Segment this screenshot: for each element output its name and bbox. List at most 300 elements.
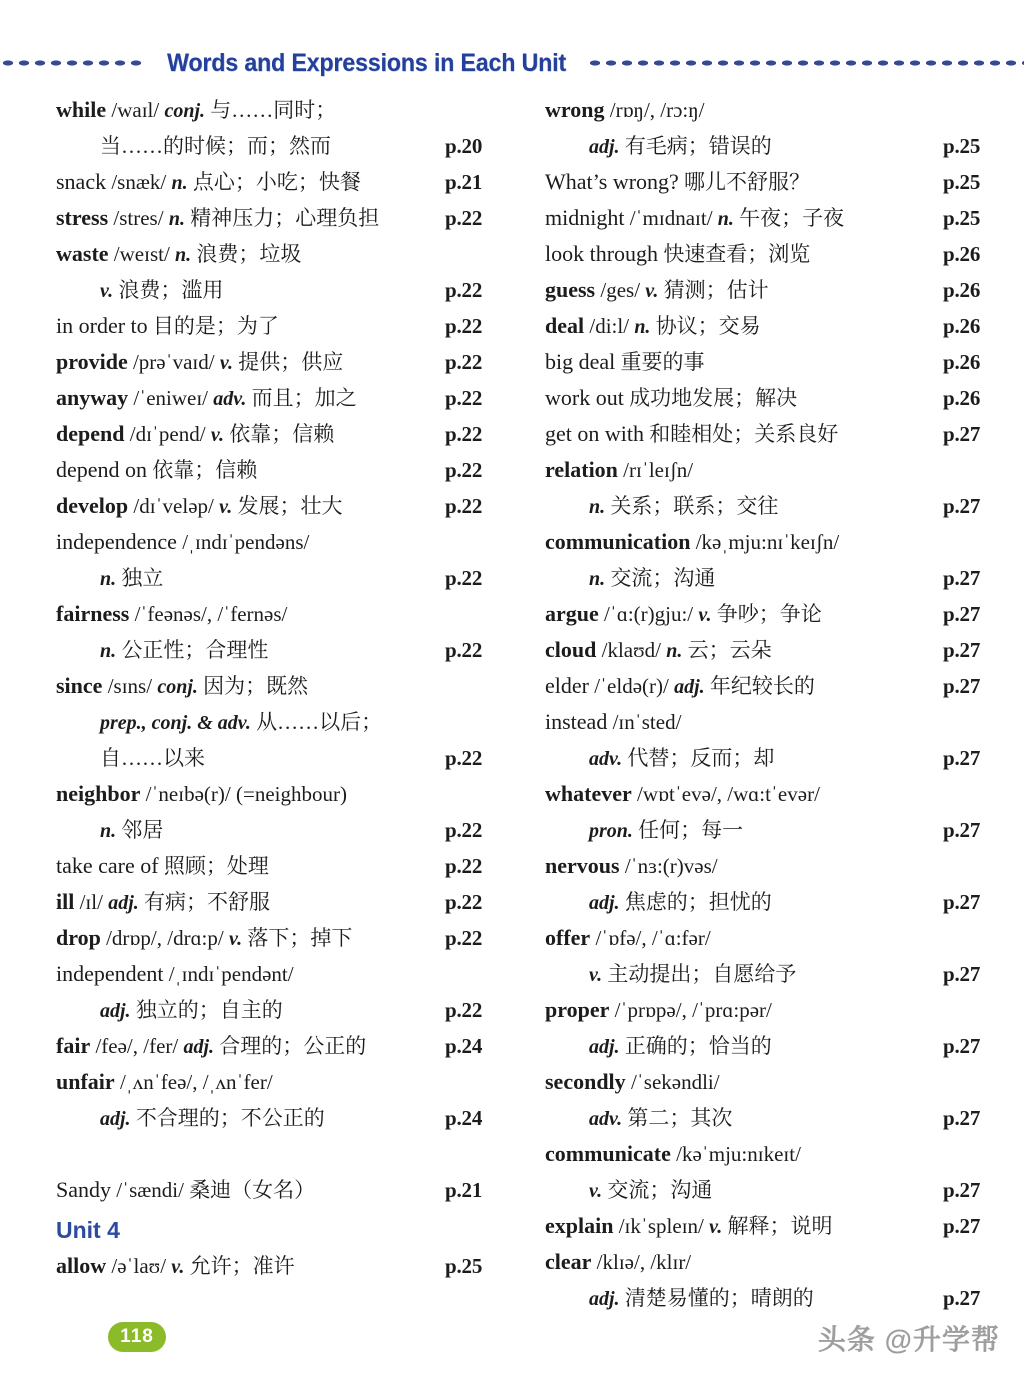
vocabulary-entry [56, 668, 535, 776]
vocabulary-entry-line [56, 920, 535, 956]
headword: nervous [545, 853, 620, 878]
phonetic: /rɪˈleɪʃn/ [617, 458, 694, 482]
headword: provide [56, 349, 128, 374]
page-reference: p.27 [943, 638, 981, 662]
definition-cn: 公正性；合理性 [116, 638, 269, 662]
vocabulary-entry-line [545, 1244, 1024, 1280]
page-reference: p.21 [445, 170, 483, 194]
vocabulary-entry [56, 308, 535, 344]
headword: offer [545, 925, 591, 950]
vocabulary-entry-line [56, 128, 535, 164]
vocabulary-entry [545, 344, 1024, 380]
definition-cn: 落下；掉下 [242, 926, 353, 950]
phonetic: /klaʊd/ [596, 638, 667, 662]
phonetic: /snæk/ [106, 170, 172, 194]
phonetic: /wɒtˈevə/, /wɑ:tˈevər/ [631, 782, 820, 806]
part-of-speech: n. [589, 496, 606, 518]
vocabulary-entry [545, 668, 1024, 704]
vocabulary-entry [545, 416, 1024, 452]
vocabulary-entry [56, 344, 535, 380]
headword: cloud [545, 637, 597, 662]
page-reference: p.22 [445, 998, 483, 1022]
vocabulary-entry-line [545, 380, 1024, 416]
phonetic: /ˈeniweɪ/ [128, 386, 214, 410]
page-reference: p.22 [445, 350, 483, 374]
vocabulary-entry-line [56, 992, 535, 1028]
phonetic: /ɪnˈsted/ [607, 710, 682, 734]
phonetic: /ˌɪndɪˈpendəns/ [176, 530, 310, 554]
vocabulary-entry-line [56, 236, 535, 272]
definition-cn: 精神压力；心理负担 [184, 206, 380, 230]
phonetic: /ɪkˈspleɪn/ [613, 1214, 710, 1238]
page-reference: p.24 [445, 1034, 483, 1058]
vocabulary-entry [56, 236, 535, 308]
phonetic: /klɪə/, /klɪr/ [591, 1250, 692, 1274]
part-of-speech: adj. [589, 1036, 620, 1058]
page-reference: p.27 [943, 1214, 981, 1238]
headword: look through [545, 241, 659, 266]
headword: anyway [56, 385, 129, 410]
page-reference: p.26 [943, 386, 981, 410]
vocabulary-entry [56, 884, 535, 920]
headword: proper [545, 997, 610, 1022]
vocabulary-entry-line [545, 1136, 1024, 1172]
vocabulary-entry [545, 1064, 1024, 1136]
vocabulary-entry [545, 1244, 1024, 1316]
page-reference: p.22 [445, 278, 483, 302]
headword: elder [545, 673, 589, 698]
definition-cn: 从……以后； [250, 710, 383, 734]
vocabulary-entry [56, 920, 535, 956]
phonetic: /ˈɑ:(r)gju:/ [598, 602, 699, 626]
page-reference: p.22 [445, 818, 483, 842]
headword: unfair [56, 1069, 115, 1094]
vocabulary-entry-line [56, 704, 535, 740]
vocabulary-entry-line [545, 920, 1024, 956]
part-of-speech: adj. [589, 892, 620, 914]
page-reference: p.26 [943, 314, 981, 338]
headword: Sandy [56, 1177, 111, 1202]
vocabulary-entry [545, 632, 1024, 668]
vocabulary-entry [56, 452, 535, 488]
header-dots-right [587, 59, 1024, 67]
definition-cn: 独立 [116, 566, 164, 590]
page-reference: p.27 [943, 674, 981, 698]
vocabulary-entry-line [545, 560, 1024, 596]
page-reference: p.27 [943, 494, 981, 518]
phonetic: /ges/ [595, 278, 646, 302]
headword: wrong [545, 97, 605, 122]
vocabulary-entry [56, 1248, 535, 1284]
part-of-speech: conj. [164, 100, 206, 122]
vocabulary-entry-line [545, 884, 1024, 920]
page-reference: p.27 [943, 890, 981, 914]
vocabulary-entry-line [56, 632, 535, 668]
part-of-speech: adv. [589, 1108, 623, 1130]
headword: neighbor [56, 781, 141, 806]
definition-cn: 浪费；垃圾 [191, 242, 302, 266]
vocabulary-entry [56, 380, 535, 416]
part-of-speech: v. [709, 1216, 723, 1238]
part-of-speech: adj. [183, 1036, 215, 1058]
phonetic: /ˈnɜ:(r)vəs/ [619, 854, 718, 878]
definition-cn: 解释；说明 [722, 1214, 833, 1238]
page-reference: p.22 [445, 422, 483, 446]
part-of-speech: adj. [100, 1108, 131, 1130]
page-reference: p.22 [445, 206, 483, 230]
vocabulary-entry-line [545, 1280, 1024, 1316]
phonetic: /ɪl/ [74, 890, 109, 914]
headword: depend on [56, 457, 148, 482]
headword: work out [545, 385, 624, 410]
definition-cn: 第二；其次 [622, 1106, 733, 1130]
headword: clear [545, 1249, 592, 1274]
definition-cn: 关系；联系；交往 [605, 494, 779, 518]
definition-cn: 重要的事 [615, 350, 705, 374]
vocabulary-entry-line [545, 488, 1024, 524]
definition-cn: 清楚易懂的；晴朗的 [619, 1286, 814, 1310]
phonetic: /ˌʌnˈfeə/, /ˌʌnˈfer/ [114, 1070, 273, 1094]
page-reference: p.27 [943, 1178, 981, 1202]
part-of-speech: v. [219, 352, 233, 374]
headword: midnight [545, 205, 625, 230]
part-of-speech: n. [171, 172, 188, 194]
phonetic: /ˈsændi/ [111, 1178, 190, 1202]
vocabulary-entry [56, 416, 535, 452]
vocabulary-entry [56, 488, 535, 524]
vocabulary-entry-line [56, 488, 535, 524]
definition-cn: 独立的；自主的 [130, 998, 283, 1022]
phonetic: /dɪˈveləp/ [128, 494, 220, 518]
vocabulary-entry-line [545, 164, 1024, 200]
part-of-speech: n. [100, 640, 117, 662]
headword: ill [56, 889, 75, 914]
vocabulary-entry-line [545, 848, 1024, 884]
definition-cn: 提供；供应 [233, 350, 344, 374]
part-of-speech: v. [100, 280, 114, 302]
vocabulary-entry [56, 92, 535, 164]
phonetic: /ˈneɪbə(r)/ [140, 782, 236, 806]
vocabulary-entry [56, 596, 535, 668]
definition-cn: 焦虑的；担忧的 [619, 890, 772, 914]
definition-cn: 有毛病；错误的 [619, 134, 772, 158]
vocabulary-entry-line [56, 164, 535, 200]
page-reference: p.22 [445, 926, 483, 950]
page-reference: p.22 [445, 314, 483, 338]
phonetic: /ˈeldə(r)/ [588, 674, 675, 698]
vocabulary-entry-line [56, 740, 535, 776]
definition-cn: 当……的时候；而；然而 [100, 134, 331, 158]
phonetic: /di:l/ [584, 314, 635, 338]
entry-spacer [56, 1136, 535, 1172]
definition-cn: 和睦相处；关系良好 [644, 422, 839, 446]
part-of-speech: n. [175, 244, 192, 266]
headword: fairness [56, 601, 130, 626]
vocabulary-entry-line [56, 92, 535, 128]
vocabulary-entry-line [56, 416, 535, 452]
part-of-speech: v. [698, 604, 712, 626]
headword: take care of [56, 853, 159, 878]
definition-cn: 因为；既然 [197, 674, 309, 698]
vocabulary-entry [545, 236, 1024, 272]
definition-cn: 允许；准许 [184, 1254, 295, 1278]
part-of-speech: adj. [100, 1000, 131, 1022]
definition-cn: 点心；小吃；快餐 [187, 170, 361, 194]
vocabulary-entry-line [545, 1028, 1024, 1064]
vocabulary-entry [56, 1028, 535, 1064]
part-of-speech: v. [589, 964, 603, 986]
definition-cn: 交流；沟通 [602, 1178, 713, 1202]
definition-cn: 发展；壮大 [232, 494, 343, 518]
headword: guess [545, 277, 596, 302]
definition-cn: 目的是；为了 [147, 314, 279, 338]
vocabulary-entry [545, 524, 1024, 596]
part-of-speech: v. [645, 280, 659, 302]
phonetic: /dɪˈpend/ [124, 422, 211, 446]
definition-cn: 交流；沟通 [605, 566, 716, 590]
definition-cn: 而且；加之 [246, 386, 357, 410]
part-of-speech: prep., conj. & adv. [100, 712, 251, 734]
headword: develop [56, 493, 129, 518]
vocabulary-entry-line [545, 668, 1024, 704]
phonetic: /rɒŋ/, /rɔ:ŋ/ [604, 98, 705, 122]
headword: communication [545, 529, 691, 554]
phonetic: /stres/ [108, 206, 169, 230]
headword: depend [56, 421, 125, 446]
vocabulary-entry [56, 1064, 535, 1136]
vocabulary-entry-line [56, 848, 535, 884]
headword: communicate [545, 1141, 671, 1166]
vocabulary-entry-line [56, 452, 535, 488]
vocabulary-entry-line [56, 1100, 535, 1136]
watermark: 头条 @升学帮 [817, 1324, 1000, 1355]
headword: secondly [545, 1069, 626, 1094]
vocabulary-entry [545, 1208, 1024, 1244]
page-title: Words and Expressions in Each Unit [167, 48, 566, 77]
phonetic: /əˈlaʊ/ [106, 1254, 172, 1278]
definition-cn: 代替；反而；却 [622, 746, 775, 770]
headword: in order to [56, 313, 148, 338]
page-reference: p.22 [445, 458, 483, 482]
vocabulary-entry [56, 956, 535, 1028]
definition-cn: 哪儿不舒服？ [678, 170, 811, 194]
vocabulary-columns [0, 92, 1024, 1316]
headword: relation [545, 457, 618, 482]
part-of-speech: adv. [589, 748, 623, 770]
vocabulary-column-right [535, 92, 1024, 1316]
vocabulary-entry [545, 200, 1024, 236]
part-of-speech: pron. [589, 820, 633, 842]
vocabulary-entry [545, 308, 1024, 344]
vocabulary-entry [56, 776, 535, 848]
phonetic: /kəˌmju:nɪˈkeɪʃn/ [690, 530, 840, 554]
definition-cn: 年纪较长的 [704, 674, 815, 698]
phonetic: /ˈprɒpə/, /ˈprɑ:pər/ [609, 998, 772, 1022]
headword: drop [56, 925, 101, 950]
part-of-speech: v. [219, 496, 233, 518]
definition-cn: 与……同时； [205, 98, 337, 122]
headword: allow [56, 1253, 107, 1278]
page-reference: p.27 [943, 602, 981, 626]
definition-cn: 依靠；信赖 [223, 422, 335, 446]
headword: snack [56, 169, 107, 194]
page-reference: p.27 [943, 1106, 981, 1130]
page-reference: p.26 [943, 350, 981, 374]
phonetic: /ˌɪndɪˈpendənt/ [163, 962, 294, 986]
page-reference: p.27 [943, 818, 981, 842]
page-reference: p.24 [445, 1106, 483, 1130]
vocabulary-entry-line [545, 1064, 1024, 1100]
vocabulary-entry [56, 524, 535, 596]
phonetic: /waɪl/ [106, 98, 165, 122]
phonetic: /ˈsekəndli/ [625, 1070, 720, 1094]
vocabulary-entry-line [545, 128, 1024, 164]
vocabulary-entry-line [56, 560, 535, 596]
vocabulary-entry-line [545, 632, 1024, 668]
headword: instead [545, 709, 608, 734]
page-reference: p.27 [943, 962, 981, 986]
headword: argue [545, 601, 599, 626]
page-reference: p.22 [445, 890, 483, 914]
vocabulary-entry-line [56, 272, 535, 308]
phonetic: /ˈmɪdnaɪt/ [624, 206, 718, 230]
part-of-speech: n. [100, 568, 117, 590]
page-reference: p.20 [445, 134, 483, 158]
vocabulary-entry-line [56, 380, 535, 416]
part-of-speech: v. [171, 1256, 185, 1278]
vocabulary-entry-line [56, 1028, 535, 1064]
headword: stress [56, 205, 109, 230]
part-of-speech: v. [589, 1180, 603, 1202]
vocabulary-column-left [0, 92, 535, 1316]
part-of-speech: adj. [674, 676, 705, 698]
vocabulary-entry-line [545, 1100, 1024, 1136]
definition-cn: 依靠；信赖 [147, 458, 258, 482]
vocabulary-entry-line [56, 1248, 535, 1284]
vocabulary-entry [545, 164, 1024, 200]
headword: waste [56, 241, 109, 266]
vocabulary-entry-line [545, 308, 1024, 344]
phonetic: /ˈfeənəs/, /ˈfernəs/ [129, 602, 288, 626]
unit-heading: Unit 4 [56, 1217, 120, 1243]
part-of-speech: n. [589, 568, 606, 590]
definition-cn: 争吵；争论 [711, 602, 822, 626]
headword: big deal [545, 349, 616, 374]
vocabulary-entry [56, 1172, 535, 1208]
definition-cn: 邻居 [116, 818, 164, 842]
vocabulary-entry-line [56, 308, 535, 344]
headword: get on with [545, 421, 644, 446]
vocabulary-entry [545, 848, 1024, 920]
vocabulary-entry-line [545, 740, 1024, 776]
vocabulary-entry [545, 452, 1024, 524]
phonetic: /feə/, /fer/ [90, 1034, 184, 1058]
vocabulary-entry-line [545, 236, 1024, 272]
vocabulary-entry [545, 92, 1024, 164]
vocabulary-entry [56, 1136, 535, 1172]
vocabulary-entry-line [56, 884, 535, 920]
vocabulary-entry [56, 848, 535, 884]
definition-cn: 成功地发展；解决 [623, 386, 798, 410]
phonetic: /weɪst/ [108, 242, 176, 266]
page-reference: p.22 [445, 494, 483, 518]
headword: independence [56, 529, 177, 554]
phonetic: /ˈɒfə/, /ˈɑ:fər/ [590, 926, 711, 950]
page-reference: p.25 [943, 134, 981, 158]
page-reference: p.25 [445, 1254, 483, 1278]
vocabulary-entry-line [56, 344, 535, 380]
page-reference: p.26 [943, 278, 981, 302]
phonetic: /drɒp/, /drɑ:p/ [100, 926, 229, 950]
vocabulary-entry-line [56, 1172, 535, 1208]
vocabulary-entry-line [56, 1064, 535, 1100]
definition-cn: 不合理的；不公正的 [130, 1106, 325, 1130]
definition-cn: 午夜；子夜 [733, 206, 845, 230]
vocabulary-entry [56, 164, 535, 200]
part-of-speech: v. [228, 928, 243, 950]
phonetic: /sɪns/ [102, 674, 158, 698]
definition-cn: 正确的；恰当的 [619, 1034, 772, 1058]
definition-cn: 任何；每一 [632, 818, 744, 842]
vocabulary-entry-line [545, 956, 1024, 992]
vocabulary-entry-line [545, 452, 1024, 488]
headword: while [56, 97, 107, 122]
vocabulary-entry-line [56, 668, 535, 704]
entry-text: (=neighbour) [235, 782, 347, 806]
vocabulary-entry-line [545, 524, 1024, 560]
vocabulary-entry-line [545, 272, 1024, 308]
part-of-speech: n. [666, 640, 683, 662]
vocabulary-entry-line [545, 704, 1024, 740]
headword: independent [56, 961, 164, 986]
vocabulary-entry-line [56, 776, 535, 812]
part-of-speech: adj. [589, 136, 620, 158]
page-reference: p.27 [943, 422, 981, 446]
vocabulary-entry [545, 776, 1024, 848]
vocabulary-entry [545, 596, 1024, 632]
definition-cn: 云；云朵 [682, 638, 772, 662]
vocabulary-entry [545, 380, 1024, 416]
vocabulary-entry-line [56, 812, 535, 848]
vocabulary-entry-line [545, 1172, 1024, 1208]
vocabulary-entry-line [545, 1208, 1024, 1244]
page-reference: p.27 [943, 1286, 981, 1310]
page-number-badge: 118 [108, 1322, 166, 1352]
vocabulary-entry-line [545, 992, 1024, 1028]
definition-cn: 自……以来 [100, 746, 205, 770]
page-reference: p.22 [445, 638, 483, 662]
definition-cn: 合理的；公正的 [214, 1034, 367, 1058]
definition-cn: 主动提出；自愿给予 [602, 962, 797, 986]
part-of-speech: adj. [108, 892, 139, 914]
vocabulary-entry [545, 920, 1024, 992]
vocabulary-entry-line [545, 344, 1024, 380]
vocabulary-entry-line [545, 416, 1024, 452]
vocabulary-entry [545, 1136, 1024, 1208]
page-reference: p.25 [943, 206, 981, 230]
definition-cn: 猜测；估计 [658, 278, 769, 302]
vocabulary-entry-line [56, 200, 535, 236]
phonetic: /kəˈmju:nɪkeɪt/ [670, 1142, 801, 1166]
part-of-speech: n. [717, 208, 734, 230]
headword: since [56, 673, 103, 698]
headword: deal [545, 313, 585, 338]
page-reference: p.22 [445, 386, 483, 410]
vocabulary-entry-line [545, 200, 1024, 236]
page-reference: p.27 [943, 566, 981, 590]
definition-cn: 有病；不舒服 [138, 890, 270, 914]
vocabulary-entry-line [545, 812, 1024, 848]
